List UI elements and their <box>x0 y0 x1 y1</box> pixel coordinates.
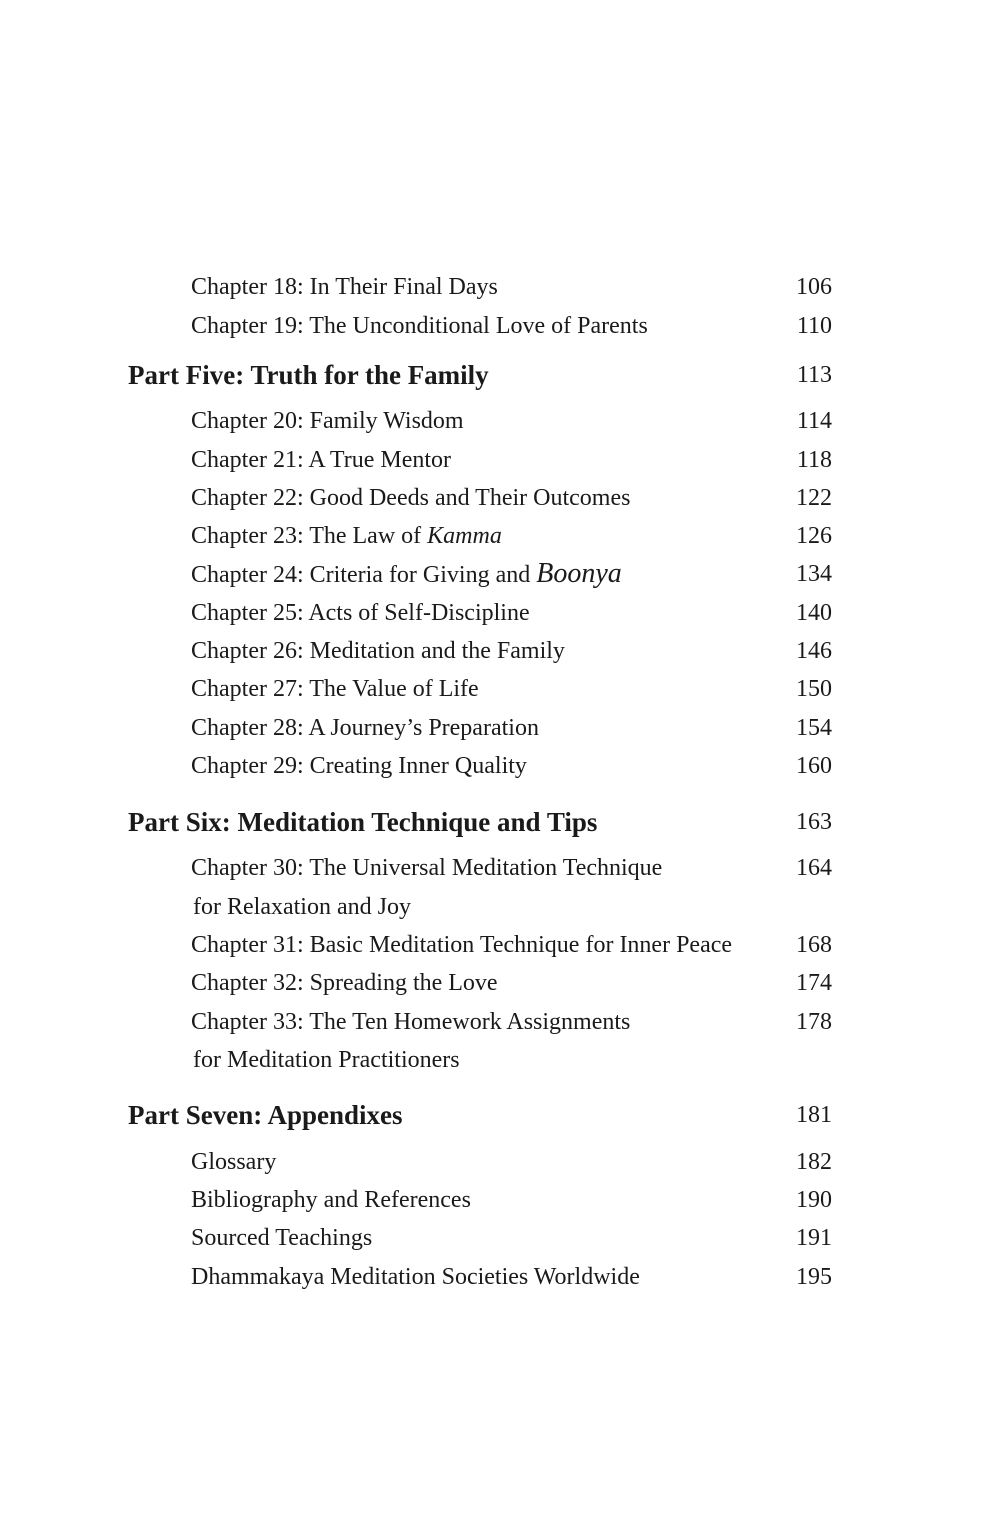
toc-entry-part-seven <box>0 1098 1000 1132</box>
part-title: Part Five: Truth for the Family <box>128 360 489 390</box>
entry-page-number: 134 <box>796 561 832 587</box>
entry-title: Chapter 31: Basic Meditation Technique for Inner Peace <box>191 932 733 958</box>
entry-page-number: 181 <box>796 1102 832 1128</box>
toc-entry-bibliography <box>0 1183 1000 1217</box>
entry-title-text: Chapter 24: Criteria for Giving and <box>191 562 537 588</box>
entry-title: Chapter 18: In Their Final Days <box>191 274 498 300</box>
toc-entry-chapter-21 <box>0 443 1000 477</box>
toc-entry-part-five <box>0 358 1000 392</box>
toc-entry-societies <box>0 1260 1000 1294</box>
toc-entry-chapter-18 <box>0 270 1000 304</box>
toc-entry-chapter-24 <box>0 557 1000 591</box>
entry-page-number: 110 <box>796 313 832 339</box>
entry-page-number: 160 <box>796 753 832 779</box>
entry-page-number: 150 <box>796 676 832 702</box>
part-title: Part Seven: Appendixes <box>128 1100 403 1130</box>
entry-title-continuation: for Meditation Practitioners <box>193 1047 460 1073</box>
entry-page-number: 106 <box>796 274 832 300</box>
toc-entry-chapter-32 <box>0 966 1000 1000</box>
entry-page-number: 122 <box>796 485 832 511</box>
entry-title: Chapter 29: Creating Inner Quality <box>191 753 527 779</box>
toc-entry-chapter-33 <box>0 1005 1000 1039</box>
entry-page-number: 118 <box>796 447 832 473</box>
entry-page-number: 163 <box>796 809 832 835</box>
toc-entry-chapter-22 <box>0 481 1000 515</box>
entry-title: Chapter 22: Good Deeds and Their Outcomes <box>191 485 631 511</box>
entry-title <box>191 557 622 592</box>
entry-page-number: 113 <box>796 362 832 388</box>
entry-title: Chapter 20: Family Wisdom <box>191 408 464 434</box>
entry-page-number: 168 <box>796 932 832 958</box>
entry-page-number: 182 <box>796 1149 832 1175</box>
entry-title: Chapter 30: The Universal Meditation Technique <box>191 855 663 881</box>
toc-entry-chapter-20 <box>0 404 1000 438</box>
entry-title: Dhammakaya Meditation Societies Worldwide <box>191 1264 640 1290</box>
toc-entry-glossary <box>0 1145 1000 1179</box>
entry-title: Chapter 26: Meditation and the Family <box>191 638 565 664</box>
entry-title: Chapter 32: Spreading the Love <box>191 970 498 996</box>
entry-page-number: 164 <box>796 855 832 881</box>
toc-entry-chapter-19 <box>0 309 1000 343</box>
toc-entry-chapter-25 <box>0 596 1000 630</box>
part-title: Part Six: Meditation Technique and Tips <box>128 807 598 837</box>
entry-page-number: 178 <box>796 1009 832 1035</box>
entry-title: Sourced Teachings <box>191 1225 373 1251</box>
entry-title: Chapter 25: Acts of Self-Discipline <box>191 600 530 626</box>
entry-page-number: 190 <box>796 1187 832 1213</box>
toc-entry-chapter-27 <box>0 672 1000 706</box>
entry-title-italic-term: Kamma <box>427 523 502 549</box>
toc-entry-chapter-26 <box>0 634 1000 668</box>
entry-title: Chapter 28: A Journey’s Preparation <box>191 715 539 741</box>
toc-entry-part-six <box>0 805 1000 839</box>
entry-title-text: Chapter 23: The Law of <box>191 523 428 549</box>
toc-entry-sourced-teachings <box>0 1221 1000 1255</box>
entry-page-number: 140 <box>796 600 832 626</box>
toc-entry-chapter-23 <box>0 519 1000 553</box>
entry-title: Chapter 27: The Value of Life <box>191 676 479 702</box>
entry-title: Chapter 19: The Unconditional Love of Parents <box>191 313 648 339</box>
entry-page-number: 114 <box>796 408 832 434</box>
entry-title: Bibliography and References <box>191 1187 471 1213</box>
entry-page-number: 126 <box>796 523 832 549</box>
entry-page-number: 154 <box>796 715 832 741</box>
entry-title: Chapter 21: A True Mentor <box>191 447 452 473</box>
entry-page-number: 146 <box>796 638 832 664</box>
entry-page-number: 195 <box>796 1264 832 1290</box>
entry-title-italic-term: Boonya <box>536 558 622 589</box>
entry-title: Glossary <box>191 1149 277 1175</box>
entry-title-continuation: for Relaxation and Joy <box>193 894 411 920</box>
toc-entry-chapter-31 <box>0 928 1000 962</box>
entry-page-number: 174 <box>796 970 832 996</box>
toc-entry-chapter-29 <box>0 749 1000 783</box>
entry-title: Chapter 33: The Ten Homework Assignments <box>191 1009 631 1035</box>
entry-title <box>191 519 502 553</box>
toc-entry-chapter-28 <box>0 711 1000 745</box>
toc-entry-chapter-30 <box>0 851 1000 885</box>
entry-page-number: 191 <box>796 1225 832 1251</box>
